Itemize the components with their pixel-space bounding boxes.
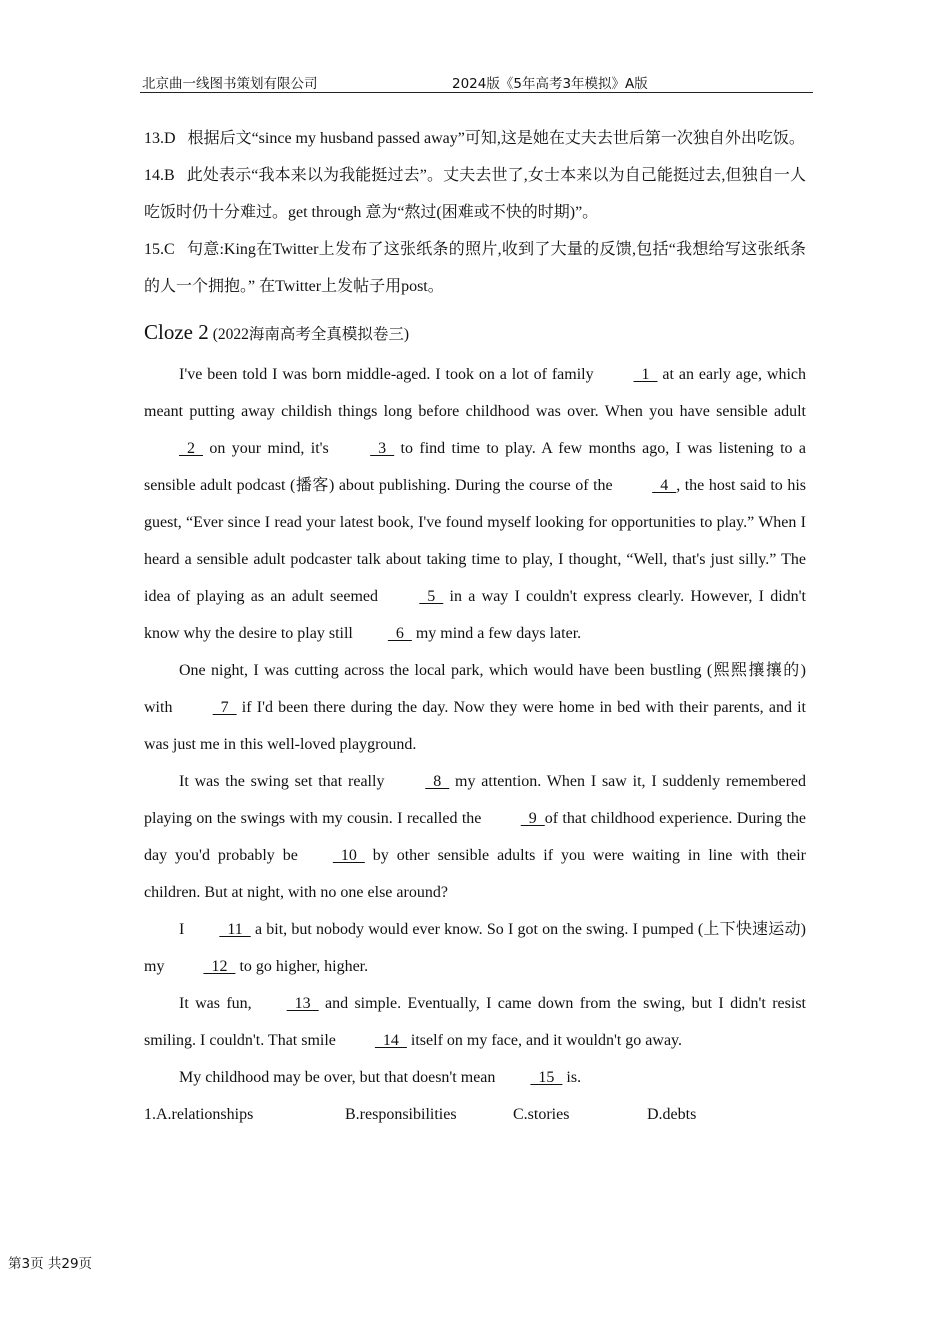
answer-explanation: 此处表示“我本来以为我能挺过去”。丈夫去世了,女士本来以为自己能挺过去,但独自一人吃饭时仍十分难过。get through 意为“熬过(困难或不快的时期)”。 (144, 167, 806, 221)
answer-14 (144, 157, 806, 231)
cloze-paragraph-3 (144, 763, 806, 911)
blank-15: 15 (530, 1069, 563, 1086)
option-c: C.stories (513, 1106, 570, 1123)
cloze-paragraph-5 (144, 985, 806, 1059)
passage-text: It was the swing set that really (179, 773, 391, 790)
passage-text: I (179, 921, 185, 938)
blank-1: 1 (633, 366, 658, 383)
answer-explanation: 句意:King在Twitter上发布了这张纸条的照片,收到了大量的反馈,包括“我想给写这张纸条的人一个拥抱。” 在Twitter上发帖子用post。 (144, 241, 806, 295)
cloze-source: (2022海南高考全真模拟卷三) (212, 326, 410, 343)
cloze-title: Cloze 2 (144, 320, 209, 344)
page-number: 第3页 共29页 (8, 1256, 93, 1272)
passage-text: to find time to play. A few months ago, I was listening to a sensible adult podcast (播客) about publishing. During the course of the (144, 440, 807, 494)
passage-text: by other sensible adults if you were waiting in line with their children. But at night, with no one else around? (144, 847, 806, 901)
blank-4: 4 (652, 477, 677, 494)
blank-11: 11 (219, 921, 251, 938)
answer-number: 14.B (144, 167, 175, 184)
blank-13: 13 (286, 995, 319, 1012)
blank-9: 9 (520, 810, 545, 827)
passage-text: itself on my face, and it wouldn't go away. (406, 1032, 683, 1049)
question-1-options (144, 1096, 806, 1133)
passage-text: to go higher, higher. (235, 958, 369, 975)
cloze-paragraph-2 (144, 652, 806, 763)
cloze-heading (144, 311, 806, 356)
passage-text: My childhood may be over, but that doesn't mean (179, 1069, 496, 1086)
passage-text: and simple. Eventually, I came down from the swing, but I didn't resist smiling. I couldn't. That smile (144, 995, 806, 1049)
option-d: D.debts (647, 1106, 697, 1123)
blank-6: 6 (387, 625, 412, 642)
page-content (144, 120, 806, 1133)
header-book-title: 2024版《5年高考3年模拟》A版 (452, 76, 648, 92)
blank-8: 8 (425, 773, 450, 790)
answer-number: 15.C (144, 241, 175, 258)
passage-text: at an early age, which meant putting away childish things long before childhood was over. When you have sensible adult (144, 366, 806, 420)
passage-text: of that childhood experience. During the day you'd probably be (144, 810, 807, 864)
answer-15 (144, 231, 806, 305)
answer-explanation: 根据后文“since my husband passed away”可知,这是她在丈夫去世后第一次独自外出吃饭。 (187, 130, 805, 147)
blank-3: 3 (370, 440, 395, 457)
blank-10: 10 (332, 847, 365, 864)
passage-text: , the host said to his guest, “Ever since I read your latest book, I've found myself looking for opportunities to play.” When I heard a sensible adult podcaster talk about taking time to play, I thought, “Well, that's just silly.” The idea of playing as an adult seemed (144, 477, 806, 605)
blank-7: 7 (212, 699, 237, 716)
passage-text: in a way I couldn't express clearly. However, I didn't know why the desire to play still (144, 588, 806, 642)
passage-text: on your mind, it's (203, 440, 336, 457)
option-b: B.responsibilities (345, 1106, 457, 1123)
passage-text: is. (562, 1069, 582, 1086)
answer-number: 13.D (144, 130, 176, 147)
page-header (140, 72, 813, 93)
blank-5: 5 (419, 588, 444, 605)
passage-text: It was fun, (179, 995, 252, 1012)
passage-text: my mind a few days later. (411, 625, 582, 642)
answer-13 (144, 120, 806, 157)
passage-text: I've been told I was born middle‑aged. I took on a lot of family (179, 366, 599, 383)
header-publisher: 北京曲一线图书策划有限公司 (142, 76, 318, 92)
blank-12: 12 (203, 958, 236, 975)
cloze-paragraph-6 (144, 1059, 806, 1096)
passage-text: my attention. When I saw it, I suddenly remembered playing on the swings with my cousin. I recalled the (144, 773, 806, 827)
passage-text: One night, I was cutting across the local park, which would have been bustling (熙熙攘攘的) with (144, 662, 806, 716)
blank-14: 14 (374, 1032, 407, 1049)
blank-2: 2 (179, 440, 203, 457)
option-a: 1.A.relationships (144, 1106, 254, 1123)
passage-text: a bit, but nobody would ever know. So I got on the swing. I pumped (上下快速运动) my (144, 921, 806, 975)
cloze-paragraph-4 (144, 911, 806, 985)
passage-text: if I'd been there during the day. Now they were home in bed with their parents, and it was just me in this well‑loved playground. (144, 699, 807, 753)
cloze-paragraph-1 (144, 356, 806, 652)
